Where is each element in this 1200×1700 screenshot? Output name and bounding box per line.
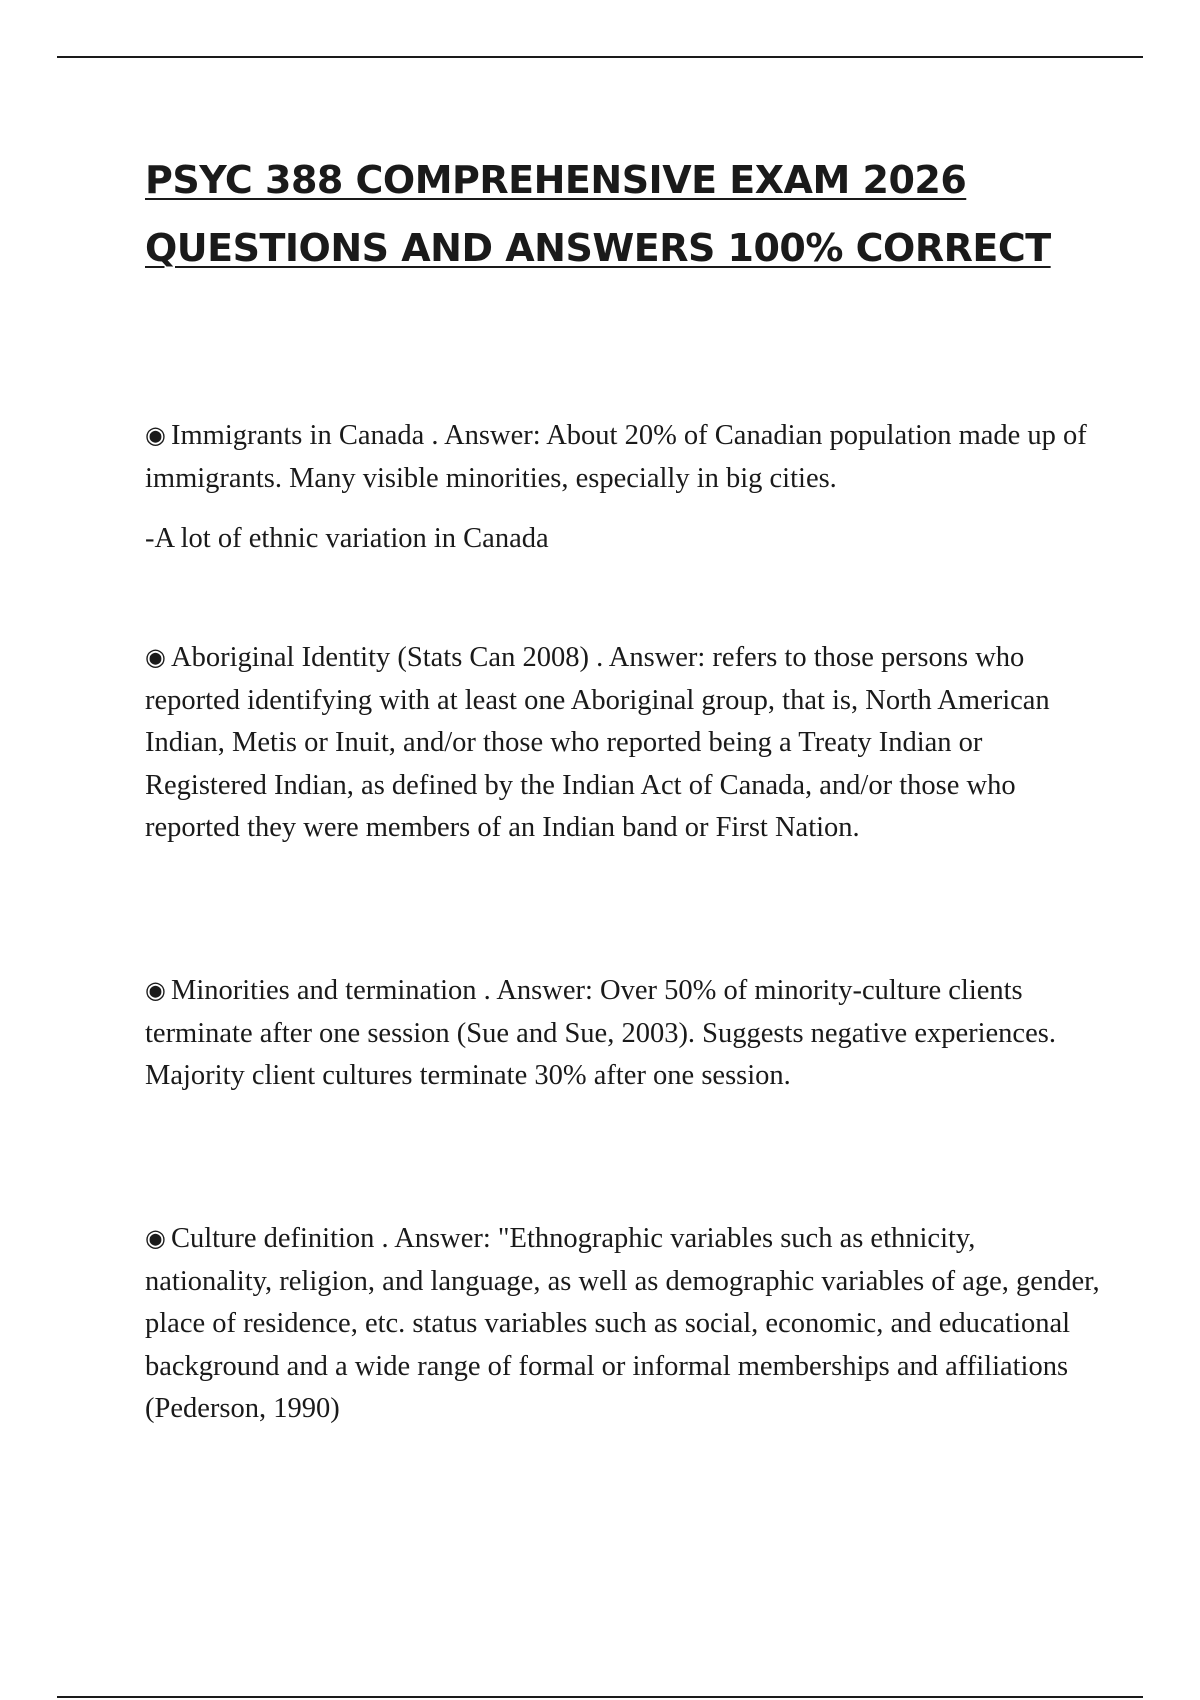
bullet-icon: ◉ (145, 1226, 166, 1252)
qa-text (145, 415, 1100, 500)
bullet-icon: ◉ (145, 978, 166, 1004)
qa-entry-culture-definition (145, 1218, 1100, 1431)
top-rule (57, 56, 1143, 58)
qa-text (145, 1218, 1100, 1431)
qa-extra-note: -A lot of ethnic variation in Canada (145, 523, 549, 554)
title-line-1: PSYC 388 COMPREHENSIVE EXAM 2026 (145, 158, 967, 202)
qa-text (145, 637, 1100, 850)
bullet-icon: ◉ (145, 423, 166, 449)
qa-body: Aboriginal Identity (Stats Can 2008) . Answer: refers to those persons who reported identifying with at least one Aboriginal group, that is, North American Indian, Metis or Inuit, and/or those who reported being a Treaty Indian or Registered Indian, as defined by the Indian Act of Canada, and/or those who reported they were members of an Indian band or First Nation. (145, 642, 1050, 843)
qa-body: Culture definition . Answer: "Ethnographic variables such as ethnicity, nationality, religion, and language, as well as demographic variables of age, gender, place of residence, etc. status variables such as social, economic, and educational background and a wide range of formal or informal memberships and affiliations (Pederson, 1990) (145, 1223, 1100, 1424)
qa-entry-aboriginal-identity (145, 637, 1100, 850)
title-line-2: QUESTIONS AND ANSWERS 100% CORRECT (145, 226, 1051, 270)
document-title (145, 146, 1105, 282)
qa-entry-minorities-termination (145, 970, 1100, 1098)
bullet-icon: ◉ (145, 645, 166, 671)
qa-body: Minorities and termination . Answer: Over 50% of minority-culture clients terminate after one session (Sue and Sue, 2003). Suggests negative experiences. Majority client cultures terminate 30% after one session. (145, 975, 1056, 1091)
qa-entry-immigrants (145, 415, 1100, 561)
qa-text (145, 970, 1100, 1098)
bottom-rule (57, 1696, 1143, 1698)
qa-body: Immigrants in Canada . Answer: About 20% of Canadian population made up of immigrants. Many visible minorities, especially in big cities. (145, 420, 1087, 494)
